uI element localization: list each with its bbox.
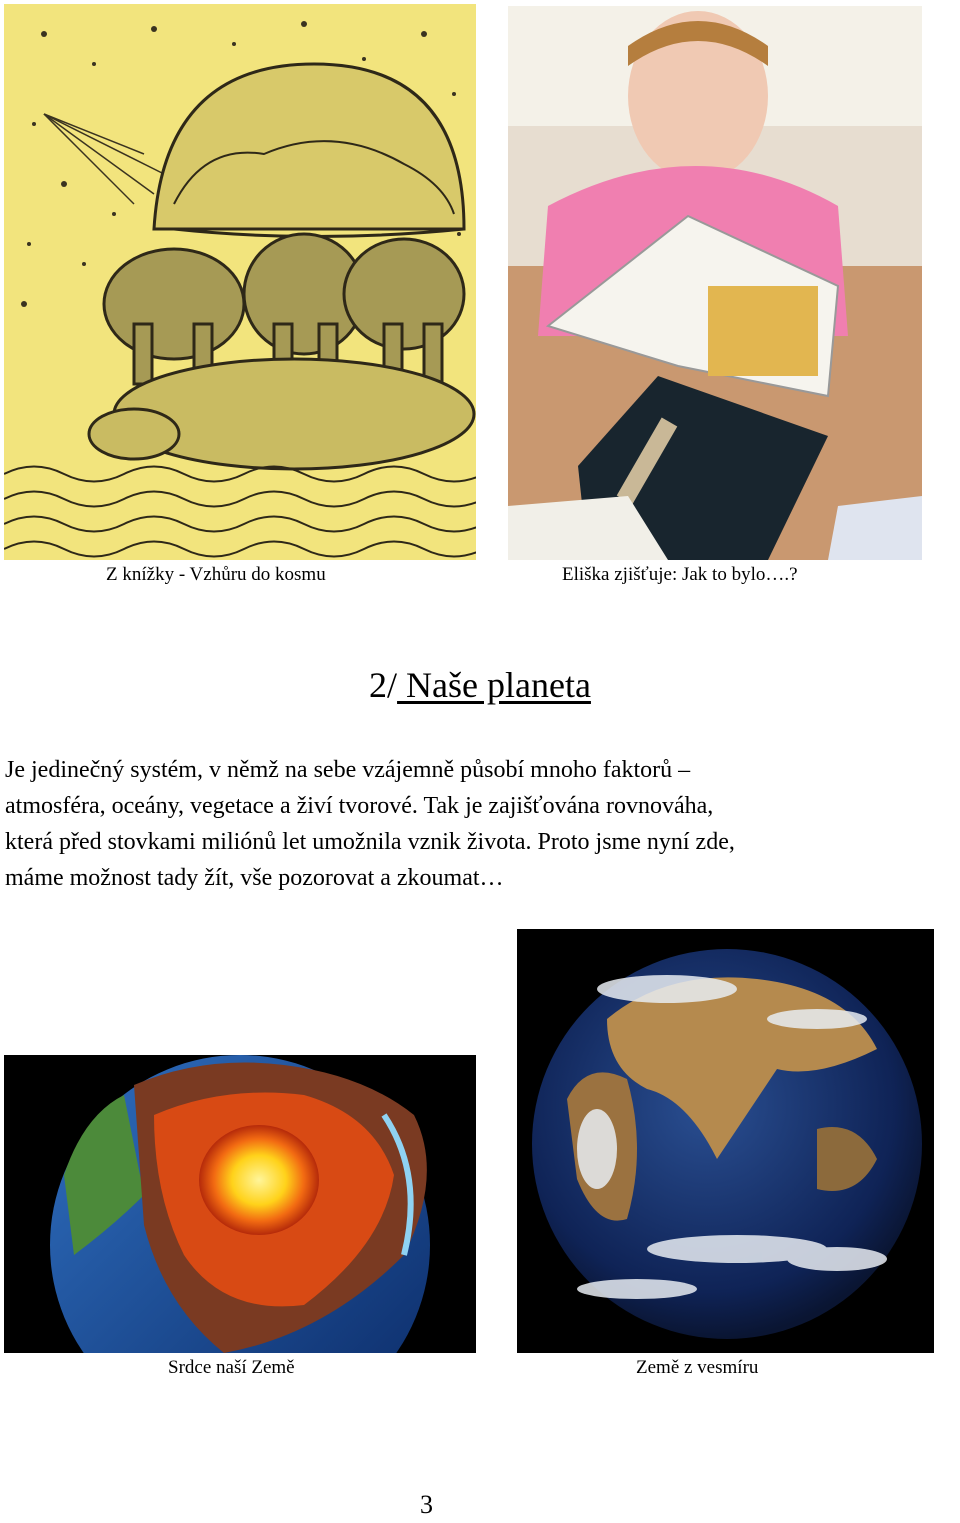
paragraph-line: atmosféra, oceány, vegetace a živí tvorové. Tak je zajišťována rovnováha, bbox=[5, 793, 714, 819]
page-title bbox=[0, 664, 960, 706]
paragraph-line: máme možnost tady žít, vše pozorovat a zkoumat… bbox=[5, 865, 504, 891]
caption-girl-photo: Eliška zjišťuje: Jak to bylo….? bbox=[562, 564, 798, 585]
caption-earth-core: Srdce naší Země bbox=[168, 1357, 295, 1378]
paragraph-line: která před stovkami miliónů let umožnila vznik života. Proto jsme nyní zde, bbox=[5, 829, 735, 855]
body-paragraph bbox=[5, 752, 960, 896]
caption-earth-space: Země z vesmíru bbox=[636, 1357, 759, 1378]
section-title: Naše planeta bbox=[397, 665, 591, 705]
page-number: 3 bbox=[420, 1490, 433, 1519]
earth-from-space-image bbox=[517, 929, 934, 1353]
girl-reading-photo bbox=[508, 6, 922, 560]
paragraph-line: Je jedinečný systém, v němž na sebe vzájemně působí mnoho faktorů – bbox=[5, 757, 691, 783]
flat-earth-illustration bbox=[4, 4, 476, 560]
section-number: 2/ bbox=[369, 665, 398, 705]
caption-book-illustration: Z knížky - Vzhůru do kosmu bbox=[106, 564, 326, 585]
earth-core-cutaway-image bbox=[4, 1055, 476, 1353]
